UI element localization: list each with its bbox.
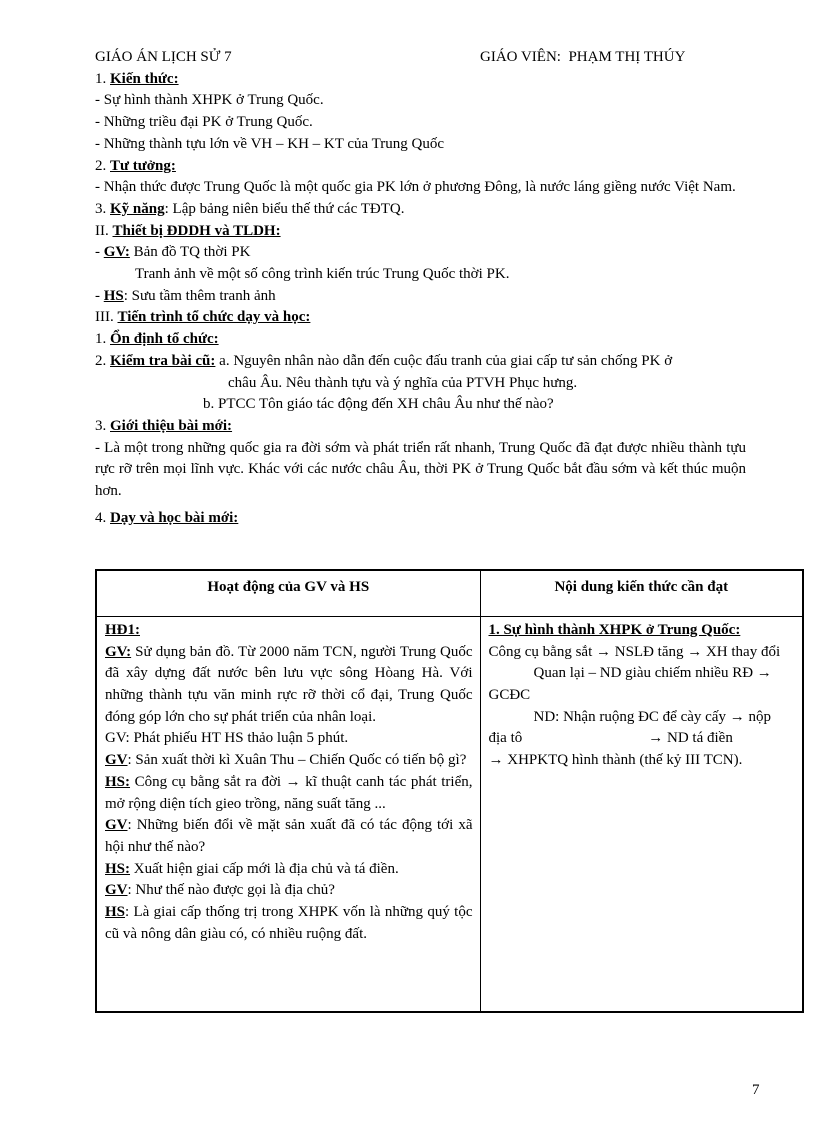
heading-number: III.: [95, 309, 118, 326]
heading-gioi-thieu: [95, 416, 746, 438]
heading-day-hoc: [95, 508, 746, 530]
hs-text: Xuất hiện giai cấp mới là địa chủ và tá điền.: [130, 860, 399, 877]
gv-label: GV: [105, 817, 128, 834]
heading-number: 3.: [95, 200, 110, 217]
hs-text: : Là giai cấp thống trị trong XHPK vốn là những quý tộc cũ và nông dân giàu có, có nhiều ruộng đất.: [105, 904, 473, 942]
doc-title: GIÁO ÁN LỊCH SỬ 7: [95, 49, 232, 65]
gv-label: GV: [105, 752, 128, 769]
heading-number: 3.: [95, 417, 110, 434]
heading-label: Tư tưởng:: [110, 157, 176, 174]
content-heading-label: 1. Sự hình thành XHPK ở Trung Quốc:: [488, 621, 741, 638]
content-line: GCĐC: [488, 687, 531, 704]
list-item: - Sự hình thành XHPK ở Trung Quốc.: [95, 92, 324, 109]
list-item: - Những thành tựu lớn về VH – KH – KT của Trung Quốc: [95, 135, 445, 152]
table-body-row: [96, 616, 803, 1012]
gv-text: Bản đồ TQ thời PK: [129, 244, 251, 261]
heading-ky-nang: [95, 199, 746, 221]
heading-label: Kỹ năng: [110, 200, 165, 217]
heading-number: 1.: [95, 70, 110, 87]
hs-label: HS:: [105, 860, 131, 877]
heading-label: Kiến thức:: [110, 70, 179, 87]
list-item: - Những triều đại PK ở Trung Quốc.: [95, 114, 313, 131]
content-line: Công cụ bằng sắt → NSLĐ tăng → XH thay đổi: [488, 643, 781, 660]
lesson-table: [95, 569, 804, 1013]
gv-paragraph: [105, 880, 473, 902]
content-text: địa tô: [488, 730, 523, 747]
content-text: → ND tá điền: [648, 730, 733, 747]
heading-label: Dạy và học bài mới:: [110, 509, 239, 526]
table-cell-activities: [96, 616, 480, 1012]
heading-text: : Lập bảng niên biểu thế thứ các TĐTQ.: [164, 200, 405, 217]
document-header: [95, 47, 746, 69]
hs-paragraph: [105, 859, 473, 881]
hs-text: Công cụ bằng sắt ra đời → kĩ thuật canh tác phát triển, mở rộng diện tích gieo trồng, năng suất tăng ...: [105, 773, 473, 812]
gv-paragraph: [105, 642, 473, 729]
gv-paragraph: GV: Phát phiếu HT HS thảo luận 5 phút.: [105, 730, 349, 747]
table-header-content: Nội dung kiến thức cần đạt: [480, 570, 803, 616]
kiem-tra-line-2: châu Âu. Nêu thành tựu và ý nghĩa của PTVH Phục hưng.: [228, 374, 578, 391]
teacher-name: GIÁO VIÊN: PHẠM THỊ THÚY: [480, 49, 686, 65]
hd1-line: [105, 620, 473, 642]
heading-on-dinh: [95, 329, 746, 351]
gv-paragraph: [105, 750, 473, 772]
gv-line: [95, 242, 746, 264]
hs-label: HS: [105, 904, 126, 921]
heading-number: 2.: [95, 352, 110, 369]
heading-thiet-bi: [95, 221, 746, 243]
heading-label: Kiểm tra bài cũ:: [110, 352, 216, 369]
hs-paragraph: [105, 902, 473, 945]
content-line: Quan lại – ND giàu chiếm nhiều RĐ →: [533, 665, 772, 682]
dash: -: [95, 287, 104, 304]
document-content: [95, 47, 781, 1013]
heading-kien-thuc: [95, 69, 746, 91]
hs-paragraph: [105, 772, 473, 815]
gv-label: GV:: [103, 244, 130, 261]
hs-text: : Sưu tầm thêm tranh ảnh: [123, 287, 276, 304]
table-header-activities: Hoạt động của GV và HS: [96, 570, 480, 616]
gv-label: GV:: [105, 643, 132, 660]
table-header-row: [96, 570, 803, 616]
gv-line-2: Tranh ảnh về một số công trình kiến trúc Trung Quốc thời PK.: [135, 266, 510, 283]
table-cell-content: [480, 616, 803, 1012]
dash: -: [95, 244, 104, 261]
heading-label: Tiến trình tổ chức dạy và học:: [117, 309, 311, 326]
heading-kiem-tra: [95, 351, 746, 373]
hs-label: HS: [103, 287, 124, 304]
hs-line: [95, 286, 746, 308]
gv-label: GV: [105, 882, 128, 899]
content-line: → XHPKTQ hình thành (thế kỷ III TCN).: [488, 752, 743, 769]
content-line: ND: Nhận ruộng ĐC để cày cấy → nộp: [533, 708, 771, 725]
heading-number: 4.: [95, 509, 110, 526]
gv-text: : Sản xuất thời kì Xuân Thu – Chiến Quốc có tiến bộ gì?: [127, 752, 467, 769]
heading-label: Ổn định tổ chức:: [110, 331, 219, 348]
hd1-label: HĐ1:: [105, 621, 140, 638]
heading-tu-tuong: [95, 156, 746, 178]
gv-paragraph: [105, 815, 473, 858]
heading-text: a. Nguyên nhân nào dẫn đến cuộc đấu tranh của giai cấp tư sản chống PK ở: [215, 352, 673, 369]
kiem-tra-line-3: b. PTCC Tôn giáo tác động đến XH châu Âu như thế nào?: [203, 396, 554, 413]
heading-tien-trinh: [95, 307, 746, 329]
content-line: [489, 728, 796, 750]
heading-label: Thiết bị ĐDDH và TLDH:: [112, 222, 281, 239]
content-heading: [489, 620, 796, 642]
heading-label: Giới thiệu bài mới:: [110, 417, 233, 434]
page-number: 7: [752, 1082, 760, 1098]
hs-label: HS:: [105, 773, 131, 790]
heading-number: II.: [95, 222, 113, 239]
heading-number: 2.: [95, 157, 110, 174]
gv-text: : Những biến đổi về mặt sản xuất đã có tác động tới xã hội như thế nào?: [105, 817, 473, 855]
gv-text: : Như thế nào được gọi là địa chủ?: [127, 882, 335, 899]
heading-number: 1.: [95, 331, 110, 348]
gv-text: Sử dụng bản đồ. Từ 2000 năm TCN, người Trung Quốc đã xây dựng đất nước bên lưu vực sông Hòang Hà. Với những thành tựu văn minh rực rỡ thời cổ đại, Trung Quốc đóng góp lớn cho sự phát triển của nhân loại.: [105, 643, 473, 725]
intro-paragraph: - Là một trong những quốc gia ra đời sớm và phát triển rất nhanh, Trung Quốc đã đạt được nhiều thành tựu rực rỡ trên mọi lĩnh vực. Khác với các nước châu Âu, thời PK ở Trung Quốc bắt đầu sớm và kết thúc muộn hơn.: [95, 439, 746, 500]
paragraph: - Nhận thức được Trung Quốc là một quốc gia PK lớn ở phương Đông, là nước láng giềng nước Việt Nam.: [95, 179, 736, 196]
